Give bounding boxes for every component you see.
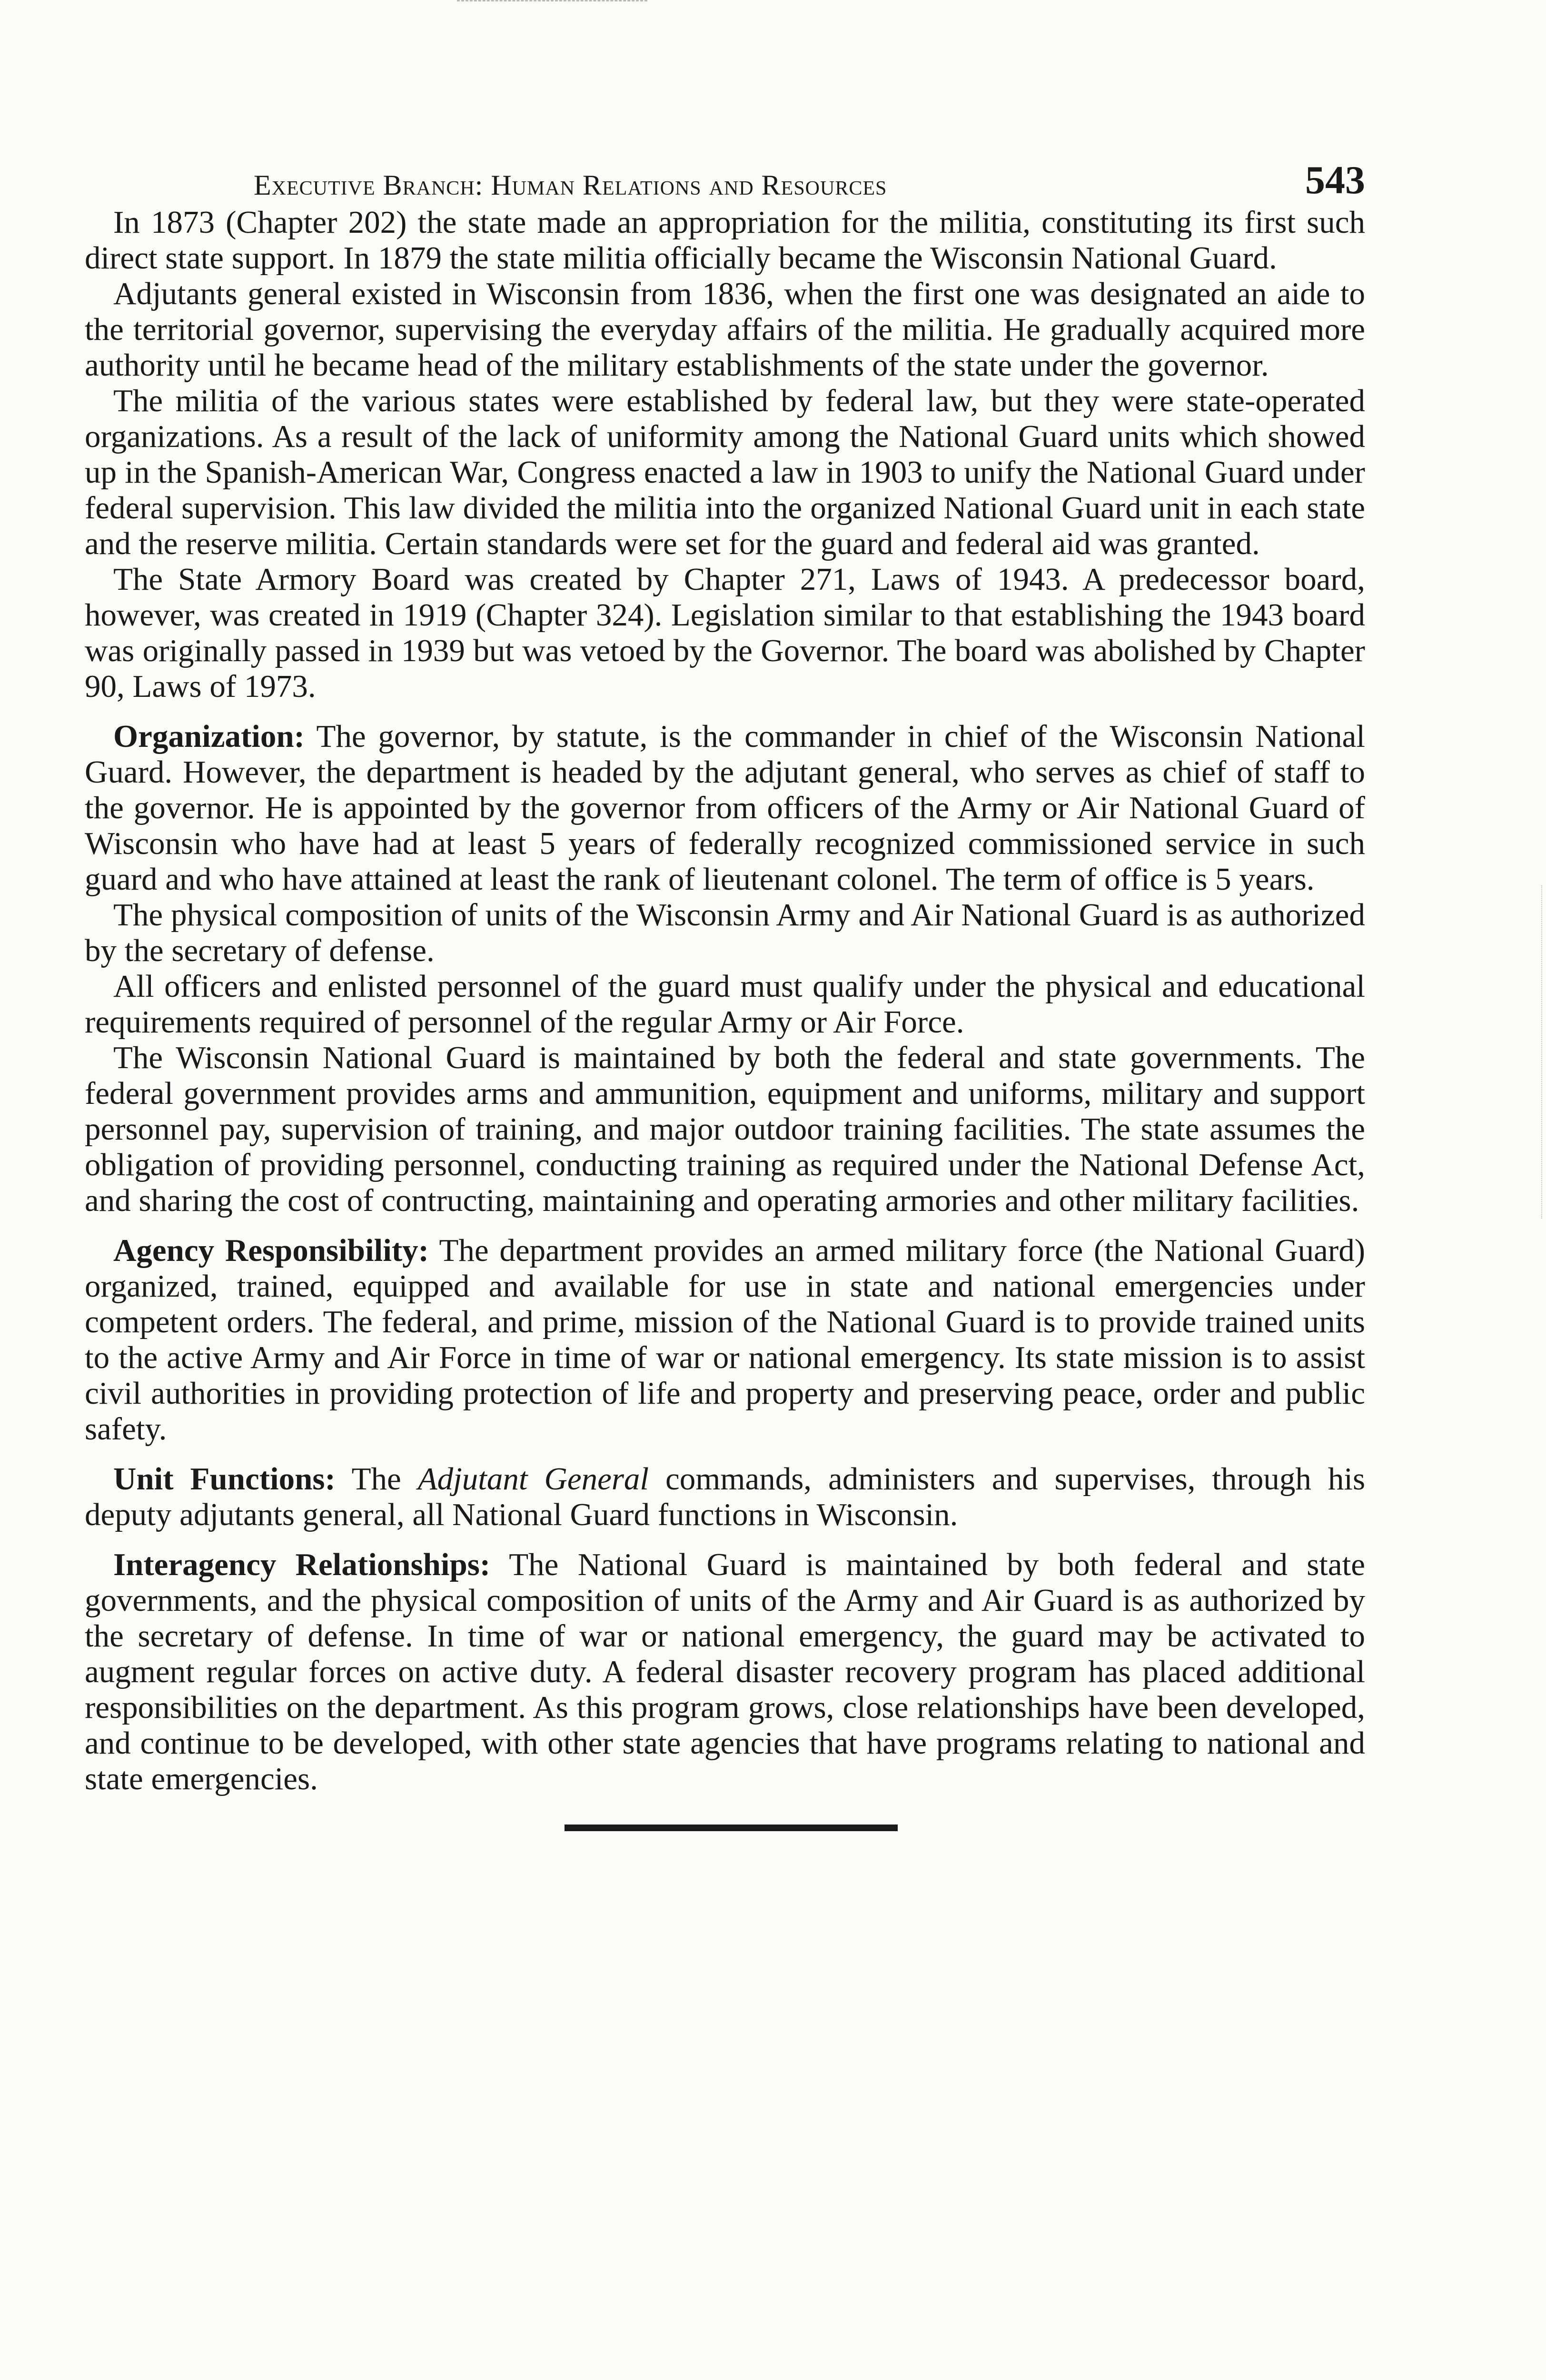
paragraph-federal-law (85, 383, 1365, 562)
scan-artifact (457, 0, 647, 4)
paragraph-physical-composition (85, 897, 1365, 969)
paragraph-text-pre: The (351, 1461, 401, 1497)
paragraph-armory-board (85, 562, 1365, 704)
paragraph-text: The physical composition of units of the Wisconsin Army and Air National Guard is as authorized by the secretary of defense. (85, 897, 1365, 968)
paragraph-text: The department provides an armed military force (the National Guard) organized, trained, equipped and available for use in state and national emergencies under competent orders. The federal, and prime, mission of the National Guard is to provide trained units to the active Army and Air Force in time of war or national emergency. Its state mission is to assist civil authorities in providing protection of life and property and preserving peace, order and public safety. (85, 1233, 1366, 1447)
paragraph-officers-qualify (85, 969, 1365, 1040)
running-header (85, 143, 1365, 200)
paragraph-text: The State Armory Board was created by Chapter 271, Laws of 1943. A predecessor board, however, was created in 1919 (Chapter 324). Legislation similar to that establishing the 1943 board was originally passed in 1939 but was vetoed by the Governor. The board was abolished by Chapter 90, Laws of 1973. (85, 562, 1365, 704)
end-rule (565, 1825, 898, 1831)
paragraph-text: All officers and enlisted personnel of the guard must qualify under the physical and educational requirements required of personnel of the regular Army or Air Force. (85, 969, 1365, 1040)
section-unit-functions (85, 1461, 1365, 1533)
paragraph-text: The militia of the various states were established by federal law, but they were state-operated organizations. As a result of the lack of uniformity among the National Guard units which showed up in the Spanish-American War, Congress enacted a law in 1903 to unify the National Guard under federal supervision. This law divided the militia into the organized National Guard unit in each state and the reserve militia. Certain standards were set for the guard and federal aid was granted. (85, 383, 1365, 561)
page-number: 543 (1305, 158, 1365, 202)
paragraph-text: The Wisconsin National Guard is maintained by both the federal and state governments. The federal government provides arms and ammunition, equipment and uniforms, military and support personnel pay, supervision of training, and major outdoor training facilities. The state assumes the obligation of providing personnel, conducting training as required under the National Defense Act, and sharing the cost of contructing, maintaining and operating armories and other military facilities. (85, 1040, 1365, 1218)
section-agency-responsibility (85, 1233, 1365, 1447)
paragraph-maintained (85, 1040, 1365, 1219)
paragraph-text: The governor, by statute, is the commander in chief of the Wisconsin National Guard. However, the department is headed by the adjutant general, who serves as chief of staff to the governor. He is appointed by the governor from officers of the Army or Air National Guard of Wisconsin who have had at least 5 years of federally recognized commissioned service in such guard and who have attained at least the rank of lieutenant colonel. The term of office is 5 years. (85, 719, 1365, 897)
paragraph-text: The National Guard is maintained by both federal and state governments, and the physical composition of units of the Army and Air Guard is as authorized by the secretary of defense. In time of war or national emergency, the guard may be activated to augment regular forces on active duty. A federal disaster recovery program has placed additional responsibilities on the department. As this program grows, close relationships have been developed, and continue to be developed, with other state agencies that have programs relating to national and state emergencies. (85, 1547, 1366, 1796)
paragraph-adjutants-general (85, 276, 1365, 383)
section-heading: Unit Functions: (113, 1461, 336, 1497)
section-heading: Interagency Relationships: (113, 1547, 491, 1582)
section-interagency-relationships (85, 1547, 1365, 1797)
running-title: Executive Branch: Human Relations and Resources (254, 169, 887, 201)
document-page (85, 143, 1365, 1831)
paragraph-text: Adjutants general existed in Wisconsin from 1836, when the first one was designated an aide to the territorial governor, supervising the everyday affairs of the militia. He gradually acquired more authority until he became head of the military establishments of the state under the governor. (85, 276, 1365, 383)
paragraph-militia-appropriation (85, 205, 1365, 276)
paragraph-text: In 1873 (Chapter 202) the state made an appropriation for the militia, constituting its first such direct state support. In 1879 the state militia officially became the Wisconsin National Guard. (85, 205, 1365, 276)
article-body (85, 205, 1365, 1797)
margin-artifact (1541, 885, 1544, 1219)
section-heading: Organization: (113, 719, 305, 754)
paragraph-text: commands, administers and supervises, through his deputy adjutants general, all National Guard functions in Wisconsin. (85, 1461, 1366, 1532)
section-heading: Agency Responsibility: (113, 1233, 429, 1268)
paragraph-italic-term: Adjutant General (417, 1461, 649, 1497)
section-organization (85, 719, 1365, 897)
